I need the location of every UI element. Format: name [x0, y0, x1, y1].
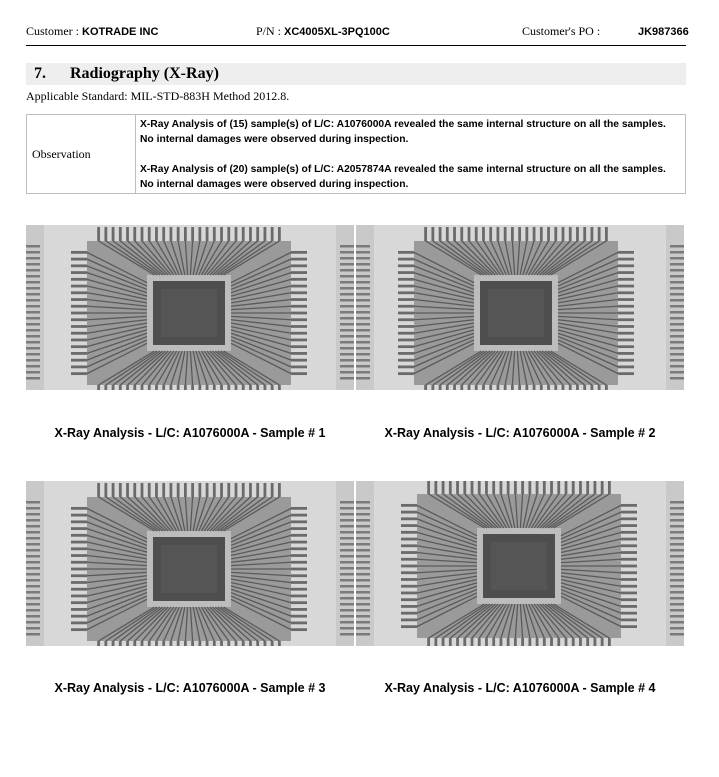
section-number: 7.	[34, 65, 46, 82]
section-title: Radiography (X-Ray)	[70, 65, 219, 82]
observation-label-cell	[27, 115, 136, 193]
xray-caption-4: X-Ray Analysis - L/C: A1076000A - Sample # 4	[384, 681, 656, 695]
customer-value: KOTRADE INC	[82, 26, 159, 38]
pn-value: XC4005XL-3PQ100C	[284, 26, 390, 38]
header-divider	[26, 45, 686, 46]
xray-image-4	[356, 481, 684, 646]
xray-caption-1: X-Ray Analysis - L/C: A1076000A - Sample # 1	[54, 426, 326, 440]
section-heading	[26, 63, 686, 85]
customer-label: Customer :	[26, 24, 79, 38]
observation-label: Observation	[32, 147, 91, 161]
xray-caption-2: X-Ray Analysis - L/C: A1076000A - Sample # 2	[384, 426, 656, 440]
pn-field	[256, 24, 390, 39]
xray-image-1	[26, 225, 354, 390]
xray-caption-3: X-Ray Analysis - L/C: A1076000A - Sample # 3	[54, 681, 326, 695]
po-value-wrap	[638, 24, 689, 39]
observation-table	[26, 114, 686, 194]
po-label: Customer's PO :	[522, 24, 601, 38]
observation-text-cell	[140, 117, 680, 192]
pn-label: P/N :	[256, 24, 282, 38]
xray-image-3	[26, 481, 354, 646]
po-value: JK987366	[638, 26, 689, 38]
xray-image-2	[356, 225, 684, 390]
applicable-standard: Applicable Standard: MIL-STD-883H Method 2012.8.	[26, 89, 290, 103]
customer-field	[26, 24, 158, 39]
observation-text-2: X-Ray Analysis of (20) sample(s) of L/C: A2057874A revealed the same internal structure on all the samples. No internal damages were observed during inspection.	[140, 164, 666, 190]
observation-text-1: X-Ray Analysis of (15) sample(s) of L/C: A1076000A revealed the same internal structure on all the samples. No internal damages were observed during inspection.	[140, 119, 666, 145]
